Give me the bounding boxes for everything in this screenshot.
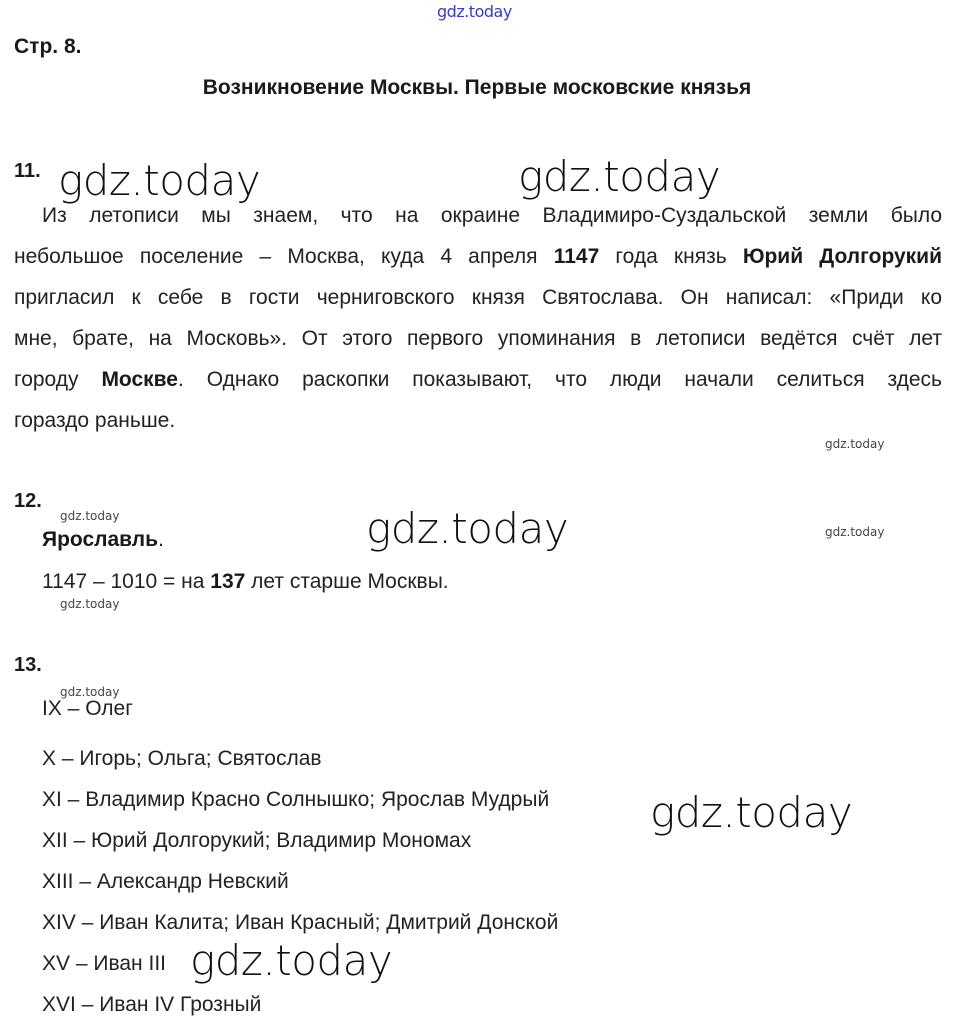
list-item: XII – Юрий Долгорукий; Владимир Мономах (42, 829, 472, 852)
task-12-answer: Ярославль. (42, 528, 164, 551)
list-item: IX – Олег (42, 697, 133, 720)
page-number: Стр. 8. (14, 35, 82, 58)
list-item: XVI – Иван IV Грозный (42, 993, 262, 1016)
watermark-small: gdz.today (60, 597, 120, 611)
task-11-paragraph (14, 195, 942, 441)
task-12-calculation: 1147 – 1010 = на 137 лет старше Москвы. (42, 570, 449, 593)
task-number-13: 13. (14, 654, 42, 676)
list-item: XV – Иван III (42, 952, 166, 975)
task-number-11: 11. (14, 160, 41, 182)
list-item: X – Игорь; Ольга; Святослав (42, 747, 322, 770)
page-title: Возникновение Москвы. Первые московские князья (202, 76, 752, 99)
watermark-small: gdz.today (60, 509, 120, 523)
year-1147: 1147 (553, 245, 600, 268)
watermark-large: gdz.today (518, 152, 721, 201)
paragraph-line: мне, брате, на Московь». От этого первого упоминания в летописи ведётся счёт лет (14, 327, 942, 350)
watermark-top: gdz.today (437, 2, 512, 21)
task-number-12: 12. (14, 490, 42, 512)
paragraph-line: Из летописи мы знаем, что на окраине Владимиро-Суздальской земли было (42, 204, 942, 227)
watermark-large: gdz.today (190, 936, 393, 985)
watermark-large: gdz.today (650, 788, 853, 837)
list-item: XIII – Александр Невский (42, 870, 289, 893)
watermark-large: gdz.today (366, 504, 569, 553)
city-moscow: Москве (101, 368, 178, 391)
paragraph-line: гораздо раньше. (14, 409, 176, 432)
list-item: XIV – Иван Калита; Иван Красный; Дмитрий Донской (42, 911, 559, 934)
watermark-large: gdz.today (58, 156, 261, 205)
watermark-small: gdz.today (825, 437, 885, 451)
watermark-small: gdz.today (60, 685, 120, 699)
prince-name: Юрий Долгорукий (742, 245, 942, 268)
paragraph-line: пригласил к себе в гости черниговского князя Святослава. Он написал: «Приди ко (14, 286, 942, 309)
paragraph-line: городу Москве. Однако раскопки показывают, что люди начали селиться здесь (14, 368, 942, 391)
paragraph-line: небольшое поселение – Москва, куда 4 апреля 1147 года князь Юрий Долгорукий (14, 245, 942, 268)
watermark-small: gdz.today (825, 525, 885, 539)
list-item: XI – Владимир Красно Солнышко; Ярослав Мудрый (42, 788, 550, 811)
